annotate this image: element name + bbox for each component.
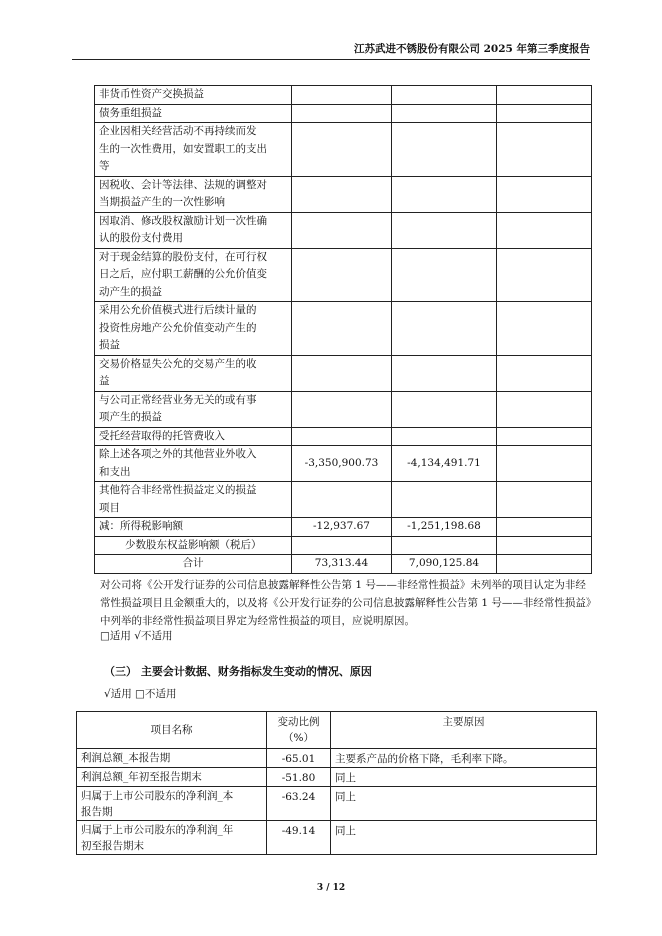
table-row-total (95, 555, 592, 574)
value-cell (292, 482, 392, 518)
value-cell (497, 86, 592, 105)
value-cell (292, 176, 392, 212)
value-cell (392, 482, 497, 518)
section-applicability: √适用 □不适用 (104, 688, 177, 700)
value-cell (292, 427, 392, 446)
table-row (95, 86, 592, 105)
header-ratio: 变动比例 （%） (267, 712, 331, 749)
cell-ratio: -49.14 (267, 821, 331, 855)
header-rule (72, 59, 590, 60)
value-cell (292, 104, 392, 123)
table-row (95, 446, 592, 482)
key-metrics-change-table (76, 711, 597, 855)
value-cell (497, 482, 592, 518)
table-row (95, 391, 592, 427)
total-value-ytd: 7,090,125.84 (392, 555, 497, 574)
table-row (95, 427, 592, 446)
value-cell (292, 248, 392, 302)
value-cell (392, 176, 497, 212)
row-label: 对于现金结算的股份支付，在可行权 日之后，应付职工薪酬的公允价值变 动产生的损益 (95, 248, 292, 302)
value-cell (392, 212, 497, 248)
cell-item: 利润总额_本报告期 (77, 749, 267, 768)
value-cell (392, 123, 497, 177)
row-label: 因取消、修改股权激励计划一次性确 认的股份支付费用 (95, 212, 292, 248)
value-cell (497, 355, 592, 391)
table-row (77, 787, 597, 821)
value-cell (292, 355, 392, 391)
value-cell (392, 86, 497, 105)
row-label: 除上述各项之外的其他营业外收入 和支出 (95, 446, 292, 482)
value-cell (497, 427, 592, 446)
value-cell (497, 446, 592, 482)
row-label: 非货币性资产交换损益 (95, 86, 292, 105)
value-cell (392, 355, 497, 391)
table-row (95, 248, 592, 302)
cell-ratio: -65.01 (267, 749, 331, 768)
table-header-row (77, 712, 597, 749)
row-label: 采用公允价值模式进行后续计量的 投资性房地产公允价值变动产生的 损益 (95, 302, 292, 356)
value-cell (292, 302, 392, 356)
page-number: 3 / 12 (316, 883, 346, 893)
cell (292, 536, 392, 555)
cell-reason: 同上 (331, 768, 597, 787)
total-label: 合计 (95, 555, 292, 574)
row-label: 企业因相关经营活动不再持续而发 生的一次性费用，如安置职工的支出 等 (95, 123, 292, 177)
value-cell (497, 104, 592, 123)
value-cell (497, 123, 592, 177)
table-row (77, 768, 597, 787)
value-cell (497, 391, 592, 427)
cell-item: 归属于上市公司股东的净利润_年 初至报告期末 (77, 821, 267, 855)
value-cell (392, 302, 497, 356)
table-row (95, 104, 592, 123)
table-row (77, 749, 597, 768)
cell-reason: 同上 (331, 787, 597, 821)
cell-item: 利润总额_年初至报告期末 (77, 768, 267, 787)
total-value-current: 73,313.44 (292, 555, 392, 574)
cell-ratio: -51.80 (267, 768, 331, 787)
row-label: 交易价格显失公允的交易产生的收 益 (95, 355, 292, 391)
header-reason: 主要原因 (331, 712, 597, 749)
value-cell (292, 123, 392, 177)
table-row-minority (95, 536, 592, 555)
value-cell (292, 391, 392, 427)
cell-item: 归属于上市公司股东的净利润_本 报告期 (77, 787, 267, 821)
value-cell (497, 212, 592, 248)
table-row (95, 123, 592, 177)
value-cell (392, 104, 497, 123)
row-label: 减：所得税影响额 (95, 518, 292, 537)
row-label: 其他符合非经常性损益定义的损益 项目 (95, 482, 292, 518)
table-row (95, 302, 592, 356)
value-cell (392, 427, 497, 446)
row-label: 受托经营取得的托管费收入 (95, 427, 292, 446)
value-cell (497, 302, 592, 356)
cell-reason: 同上 (331, 821, 597, 855)
row-label: 因税收、会计等法律、法规的调整对 当期损益产生的一次性影响 (95, 176, 292, 212)
note-paragraph: 对公司将《公开发行证券的公司信息披露解释性公告第 1 号——非经常性损益》未列举的项目认定为非经常性损益项目且金额重大的，以及将《公开发行证券的公司信息披露解释性公告第 1 号——非经常性损益》中列举的非经常性损益项目界定为经常性损益的项目，应说明原因。 (100, 579, 592, 627)
value-cell: -12,937.67 (292, 518, 392, 537)
table-row (95, 176, 592, 212)
cell (497, 555, 592, 574)
report-header-title: 江苏武进不锈股份有限公司 2025 年第三季度报告 (353, 43, 590, 55)
table-row (95, 482, 592, 518)
value-cell (292, 86, 392, 105)
row-label: 债务重组损益 (95, 104, 292, 123)
cell-ratio: -63.24 (267, 787, 331, 821)
cell (392, 536, 497, 555)
value-cell (497, 248, 592, 302)
value-cell (292, 212, 392, 248)
value-cell: -3,350,900.73 (292, 446, 392, 482)
table-row (95, 355, 592, 391)
table-row (77, 821, 597, 855)
value-cell (392, 248, 497, 302)
value-cell (392, 391, 497, 427)
value-cell (497, 518, 592, 537)
nonrecurring-gains-table (94, 85, 592, 574)
row-label: 与公司正常经营业务无关的或有事 项产生的损益 (95, 391, 292, 427)
note-applicability: □适用 √不适用 (100, 630, 173, 642)
table-row (95, 518, 592, 537)
value-cell (497, 176, 592, 212)
cell-reason: 主要系产品的价格下降，毛利率下降。 (331, 749, 597, 768)
section-title: （三） 主要会计数据、财务指标发生变动的情况、原因 (104, 665, 372, 678)
value-cell: -1,251,198.68 (392, 518, 497, 537)
cell (497, 536, 592, 555)
table-row (95, 212, 592, 248)
value-cell: -4,134,491.71 (392, 446, 497, 482)
row-label: 少数股东权益影响额（税后） (95, 536, 292, 555)
header-item: 项目名称 (77, 712, 267, 749)
